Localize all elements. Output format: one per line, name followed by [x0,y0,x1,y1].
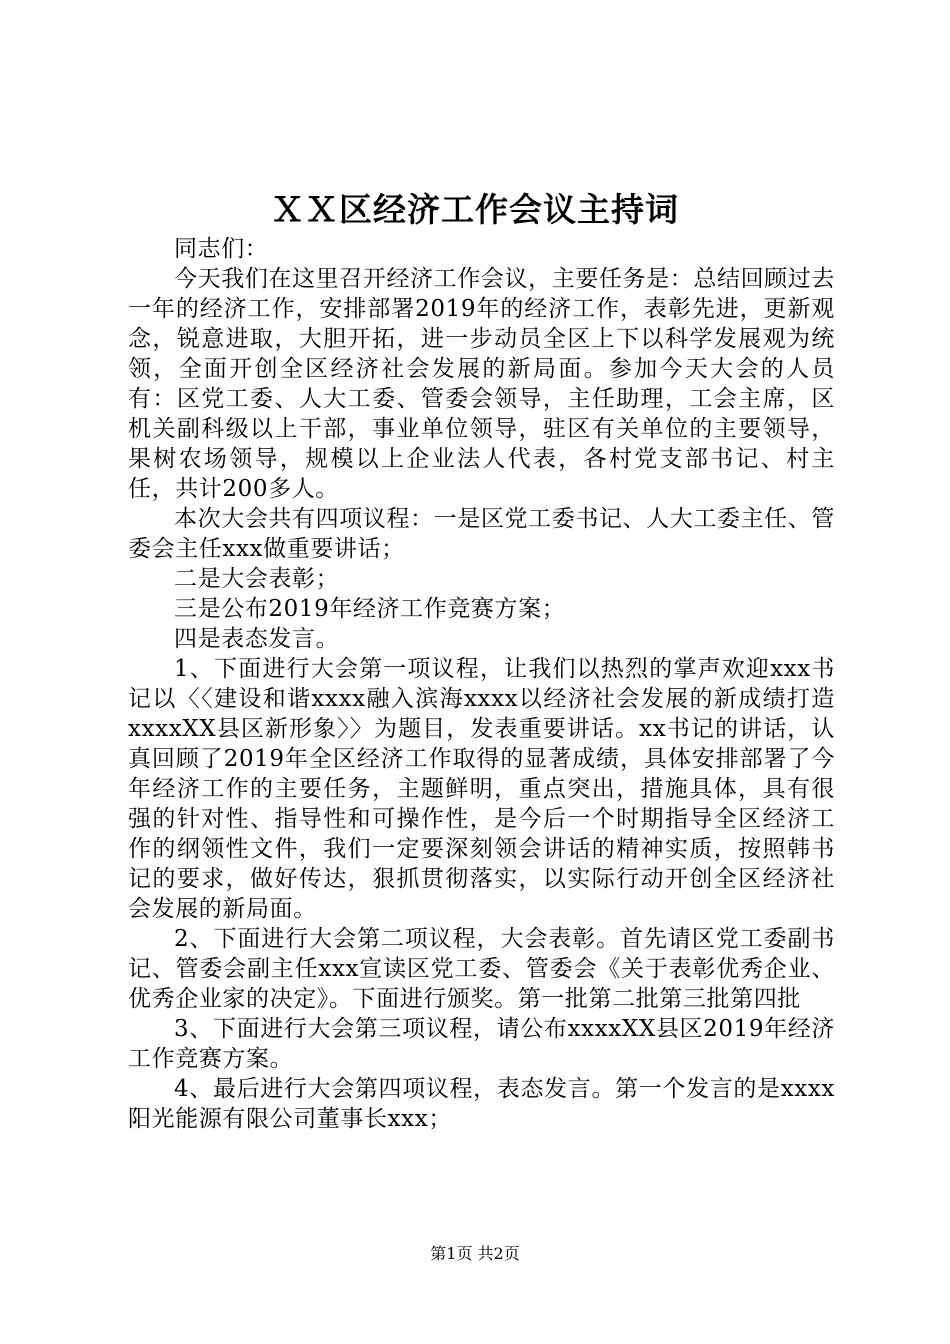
paragraph-agenda-2: 二是大会表彰； [174,566,340,592]
paragraph-agenda-3: 三是公布2019年经济工作竞赛方案； [174,596,566,622]
salutation: 同志们： [174,236,269,262]
paragraph-agenda: 本次大会共有四项议程：一是区党工委书记、人大工委主任、管委会主任xxx做重要讲话； [128,506,835,562]
page-footer: 第1页 共2页 [430,1244,520,1263]
paragraph-item-1: 1、下面进行大会第一项议程，让我们以热烈的掌声欢迎xxx书记以〈〈建设和谐xxxx融入滨海xxxx以经济社会发展的新成绩打造xxxxXX县区新形象〉〉为题目，发表重要讲话。xx书记的讲话，认真回顾了2019年全区经济工作取得的显著成绩，具体安排部署了今年经济工作的主要任务，主题鲜明，重点突出，措施具体，具有很强的针对性、指导性和可操作性，是今后一个时期指导全区经济工作的纲领性文件，我们一定要深刻领会讲话的精神实质，按照韩书记的要求，做好传达，狠抓贯彻落实，以实际行动开创全区经济社会发展的新局面。 [128,656,835,922]
paragraph-item-2: 2、下面进行大会第二项议程，大会表彰。首先请区党工委副书记、管委会副主任xxx宣读区党工委、管委会《关于表彰优秀企业、优秀企业家的决定》。下面进行颁奖。第一批第二批第三批第四批 [128,926,835,1012]
paragraph-agenda-4: 四是表态发言。 [174,626,340,652]
paragraph-item-4: 4、最后进行大会第四项议程，表态发言。第一个发言的是xxxx阳光能源有限公司董事长xxx； [128,1076,835,1132]
document-body [128,234,835,1134]
paragraph-item-3: 3、下面进行大会第三项议程，请公布xxxxXX县区2019年经济工作竞赛方案。 [128,1016,835,1072]
page-title: ＸＸ区经济工作会议主持词 [271,190,679,229]
paragraph-intro: 今天我们在这里召开经济工作会议，主要任务是：总结回顾过去一年的经济工作，安排部署2019年的经济工作，表彰先进，更新观念，锐意进取，大胆开拓，进一步动员全区上下以科学发展观为统领，全面开创全区经济社会发展的新局面。参加今天大会的人员有：区党工委、人大工委、管委会领导，主任助理，工会主席，区机关副科级以上干部，事业单位领导，驻区有关单位的主要领导，果树农场领导，规模以上企业法人代表，各村党支部书记、村主任，共计200多人。 [128,266,835,502]
